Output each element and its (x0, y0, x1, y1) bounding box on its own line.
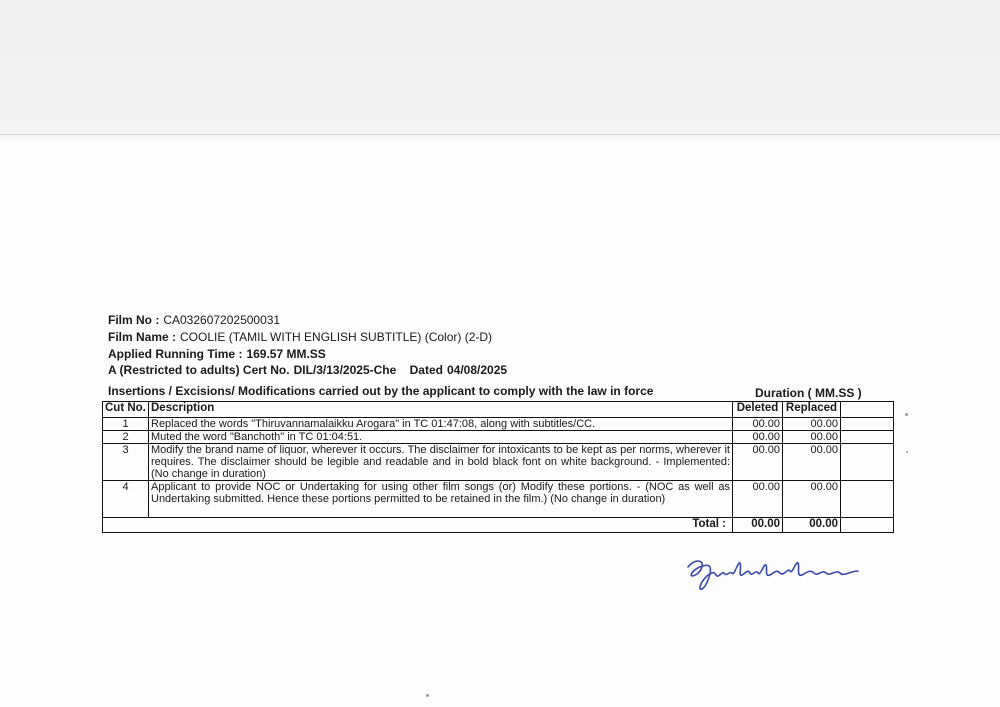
running-time-label: Applied Running Time : (108, 347, 243, 361)
cut-description: Replaced the words "Thiruvannamalaikku Arogara" in TC 01:47:08, along with subtitles/CC. (149, 418, 733, 431)
cut-description: Applicant to provide NOC or Undertaking for using other film songs (or) Modify these portions. - (NOC as well as Undertaking submitted. Hence these portions permitted to be retained in the film.) (No change in duration) (149, 481, 733, 518)
total-label: Total : (103, 518, 733, 533)
blank-cell (841, 444, 894, 481)
header-description: Description (149, 402, 733, 418)
cut-number: 1 (103, 418, 149, 431)
replaced-duration: 00.00 (783, 431, 841, 444)
duration-header: Duration ( MM.SS ) (755, 386, 862, 400)
total-replaced: 00.00 (783, 518, 841, 533)
replaced-duration: 00.00 (783, 481, 841, 518)
cut-number: 2 (103, 431, 149, 444)
certificate-label: A (Restricted to adults) Cert No. (108, 363, 290, 377)
cut-number: 3 (103, 444, 149, 481)
table-row (103, 444, 894, 481)
fold-crease (0, 135, 1000, 141)
deleted-duration: 00.00 (733, 444, 783, 481)
scan-speck (906, 451, 908, 453)
handwritten-signature (680, 553, 870, 593)
film-name-label: Film Name : (108, 330, 177, 344)
table-row (103, 481, 894, 518)
scan-speck (905, 413, 908, 416)
film-name-value: COOLIE (TAMIL WITH ENGLISH SUBTITLE) (Color) (2-D) (180, 330, 493, 344)
envelope-flap-shadow (0, 0, 1000, 135)
cut-number: 4 (103, 481, 149, 518)
total-deleted: 00.00 (733, 518, 783, 533)
running-time-line (108, 347, 326, 361)
cut-description: Modify the brand name of liquor, wherever it occurs. The disclaimer for intoxicants to be kept as per norms, wherever it requires. The disclaimer should be legible and readable and in bold black font on white background. - Implemented: (No change in duration) (149, 444, 733, 481)
dated-value: 04/08/2025 (446, 363, 508, 377)
header-deleted: Deleted (733, 402, 783, 418)
dated-label: Dated (409, 363, 443, 377)
modifications-intro: Insertions / Excisions/ Modifications carried out by the applicant to comply with the law in force (108, 384, 654, 398)
blank-cell (841, 518, 894, 533)
blank-cell (841, 481, 894, 518)
deleted-duration: 00.00 (733, 431, 783, 444)
scan-speck (426, 694, 429, 697)
cut-description: Muted the word "Banchoth" in TC 01:04:51. (149, 431, 733, 444)
running-time-value: 169.57 MM.SS (246, 347, 326, 361)
film-number-line (108, 313, 280, 327)
certificate-number: DIL/3/13/2025-Che (293, 363, 397, 377)
replaced-duration: 00.00 (783, 418, 841, 431)
table-row (103, 418, 894, 431)
film-name-line (108, 330, 492, 344)
film-number-value: CA032607202500031 (163, 313, 281, 327)
replaced-duration: 00.00 (783, 444, 841, 481)
deleted-duration: 00.00 (733, 418, 783, 431)
deleted-duration: 00.00 (733, 481, 783, 518)
header-cut-no: Cut No. (103, 402, 149, 418)
blank-cell (841, 418, 894, 431)
table-header-row (103, 402, 894, 418)
blank-cell (841, 431, 894, 444)
cuts-table (102, 401, 894, 533)
header-replaced: Replaced (783, 402, 841, 418)
film-number-label: Film No : (108, 313, 160, 327)
total-row (103, 518, 894, 533)
certificate-line (108, 363, 507, 377)
header-blank (841, 402, 894, 418)
table-row (103, 431, 894, 444)
